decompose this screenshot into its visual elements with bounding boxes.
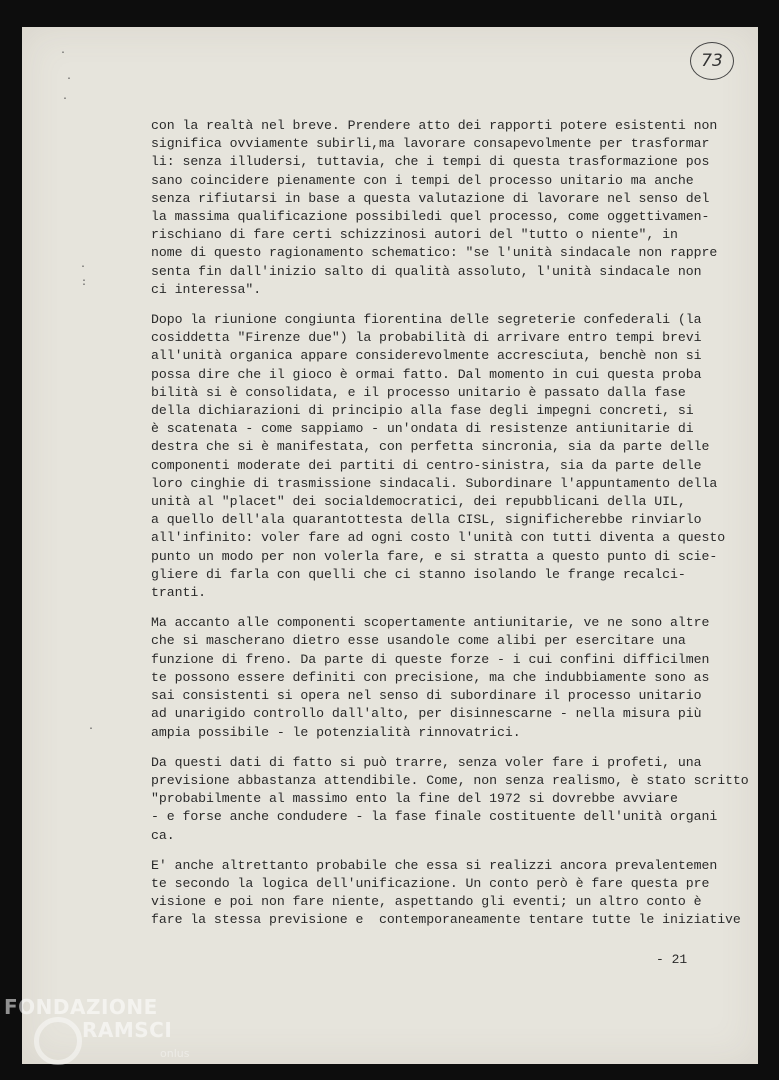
text-line: della dichiarazioni di principio alla fase degli impegni concreti, si bbox=[151, 403, 694, 419]
text-line: unità al "placet" dei socialdemocratici, dei repubblicani della UIL, bbox=[151, 494, 686, 510]
text-line: sano coincidere pienamente con i tempi del processo unitario ma anche bbox=[151, 172, 694, 188]
text-line: che si mascherano dietro esse usandole come alibi per esercitare una bbox=[151, 633, 686, 649]
text-line: la massima qualificazione possibiledi quel processo, come oggettivamen- bbox=[151, 209, 710, 225]
text-line: ci interessa". bbox=[151, 281, 262, 297]
text-line: all'unità organica appare considerevolmente accresciuta, benchè non si bbox=[151, 348, 702, 364]
punch-mark: · bbox=[66, 74, 73, 85]
watermark-g-logo-icon bbox=[34, 1017, 82, 1065]
text-line: Ma accanto alle componenti scopertamente antiunitarie, ve ne sono altre bbox=[151, 615, 710, 631]
archive-watermark bbox=[4, 995, 204, 1075]
text-line: bilità si è consolidata, e il processo unitario è passato dalla fase bbox=[151, 384, 686, 400]
punch-mark: : bbox=[81, 278, 88, 289]
body-text bbox=[151, 117, 749, 942]
text-line: gliere di farla con quelli che ci stanno isolando le frange recalci- bbox=[151, 566, 686, 582]
text-line: "probabilmente al massimo ento la fine del 1972 si dovrebbe avviare bbox=[151, 791, 678, 807]
paragraph bbox=[151, 754, 749, 845]
text-line: tranti. bbox=[151, 585, 207, 601]
text-line: E' anche altrettanto probabile che essa si realizzi ancora prevalentemen bbox=[151, 857, 718, 873]
text-line: sai consistenti si opera nel senso di subordinare il processo unitario bbox=[151, 688, 702, 704]
text-line: a quello dell'ala quarantottesta della CISL, significherebbe rinviarlo bbox=[151, 512, 702, 528]
text-line: Da questi dati di fatto si può trarre, senza voler fare i profeti, una bbox=[151, 754, 702, 770]
text-line: funzione di freno. Da parte di queste forze - i cui confini difficilmen bbox=[151, 651, 710, 667]
text-line: destra che si è manifestata, con perfetta sincronia, sia da parte delle bbox=[151, 439, 710, 455]
punch-mark: · bbox=[60, 48, 67, 59]
text-line: con la realtà nel breve. Prendere atto dei rapporti potere esistenti non bbox=[151, 118, 718, 133]
text-line: li: senza illudersi, tuttavia, che i tempi di questa trasformazione pos bbox=[151, 154, 710, 170]
text-line: punto un modo per non volerla fare, e si stratta a questo punto di scie- bbox=[151, 548, 718, 564]
text-line: te possono essere definiti con precisione, ma che indubbiamente sono as bbox=[151, 669, 710, 685]
text-line: rischiano di fare certi schizzinosi autori del "tutto o niente", in bbox=[151, 227, 678, 243]
text-line: componenti moderate dei partiti di centro-sinistra, sia da parte delle bbox=[151, 457, 702, 473]
text-line: all'infinito: voler fare ad ogni costo l'unità con tutti diventa a questo bbox=[151, 530, 726, 546]
text-line: è scatenata - come sappiamo - un'ondata di resistenze antiunitarie di bbox=[151, 421, 694, 437]
watermark-line-2: RAMSCI bbox=[82, 1018, 173, 1042]
text-line: possa dire che il gioco è ormai fatto. Dal momento in cui questa proba bbox=[151, 366, 702, 382]
text-line: visione e poi non fare niente, aspettando gli eventi; un altro conto è bbox=[151, 894, 702, 910]
paragraph bbox=[151, 857, 741, 930]
paragraph bbox=[151, 311, 726, 602]
text-line: ampia possibile - le potenzialità rinnovatrici. bbox=[151, 724, 521, 740]
watermark-line-1: FONDAZIONE bbox=[4, 995, 158, 1019]
text-line: cosiddetta "Firenze due") la probabilità di arrivare entro tempi brevi bbox=[151, 330, 702, 346]
text-line: senta fin dall'inizio salto di qualità assoluto, l'unità sindacale non bbox=[151, 263, 702, 279]
punch-mark: · bbox=[88, 724, 95, 735]
text-line: fare la stessa previsione e contemporaneamente tentare tutte le iniziative bbox=[151, 912, 741, 928]
punch-mark: · bbox=[62, 94, 69, 105]
text-line: ca. bbox=[151, 827, 175, 843]
text-line: senza rifiutarsi in base a questa valutazione di lavorare nel senso del bbox=[151, 190, 710, 206]
folio-mark: 73 bbox=[690, 42, 734, 80]
text-line: significa ovviamente subirli,ma lavorare consapevolmente per trasformar bbox=[151, 136, 710, 152]
text-line: te secondo la logica dell'unificazione. Un conto però è fare questa pre bbox=[151, 875, 710, 891]
text-line: previsione abbastanza attendibile. Come, non senza realismo, è stato scritto bbox=[151, 772, 749, 788]
page-number: - 21 bbox=[656, 952, 688, 967]
paragraph bbox=[151, 614, 726, 741]
text-line: loro cinghie di trasmissione sindacali. Subordinare l'appuntamento della bbox=[151, 475, 718, 491]
text-line: ad unarigido controllo dall'alto, per disinnescarne - nella misura più bbox=[151, 706, 702, 722]
document-page bbox=[22, 27, 758, 1064]
paragraph bbox=[151, 117, 726, 299]
punch-mark: · bbox=[80, 262, 87, 273]
text-line: nome di questo ragionamento schematico: "se l'unità sindacale non rappre bbox=[151, 245, 718, 261]
text-line: - e forse anche condudere - la fase finale costituente dell'unità organi bbox=[151, 809, 718, 825]
text-line: Dopo la riunione congiunta fiorentina delle segreterie confederali (la bbox=[151, 312, 702, 328]
watermark-suffix: onlus bbox=[160, 1047, 190, 1060]
